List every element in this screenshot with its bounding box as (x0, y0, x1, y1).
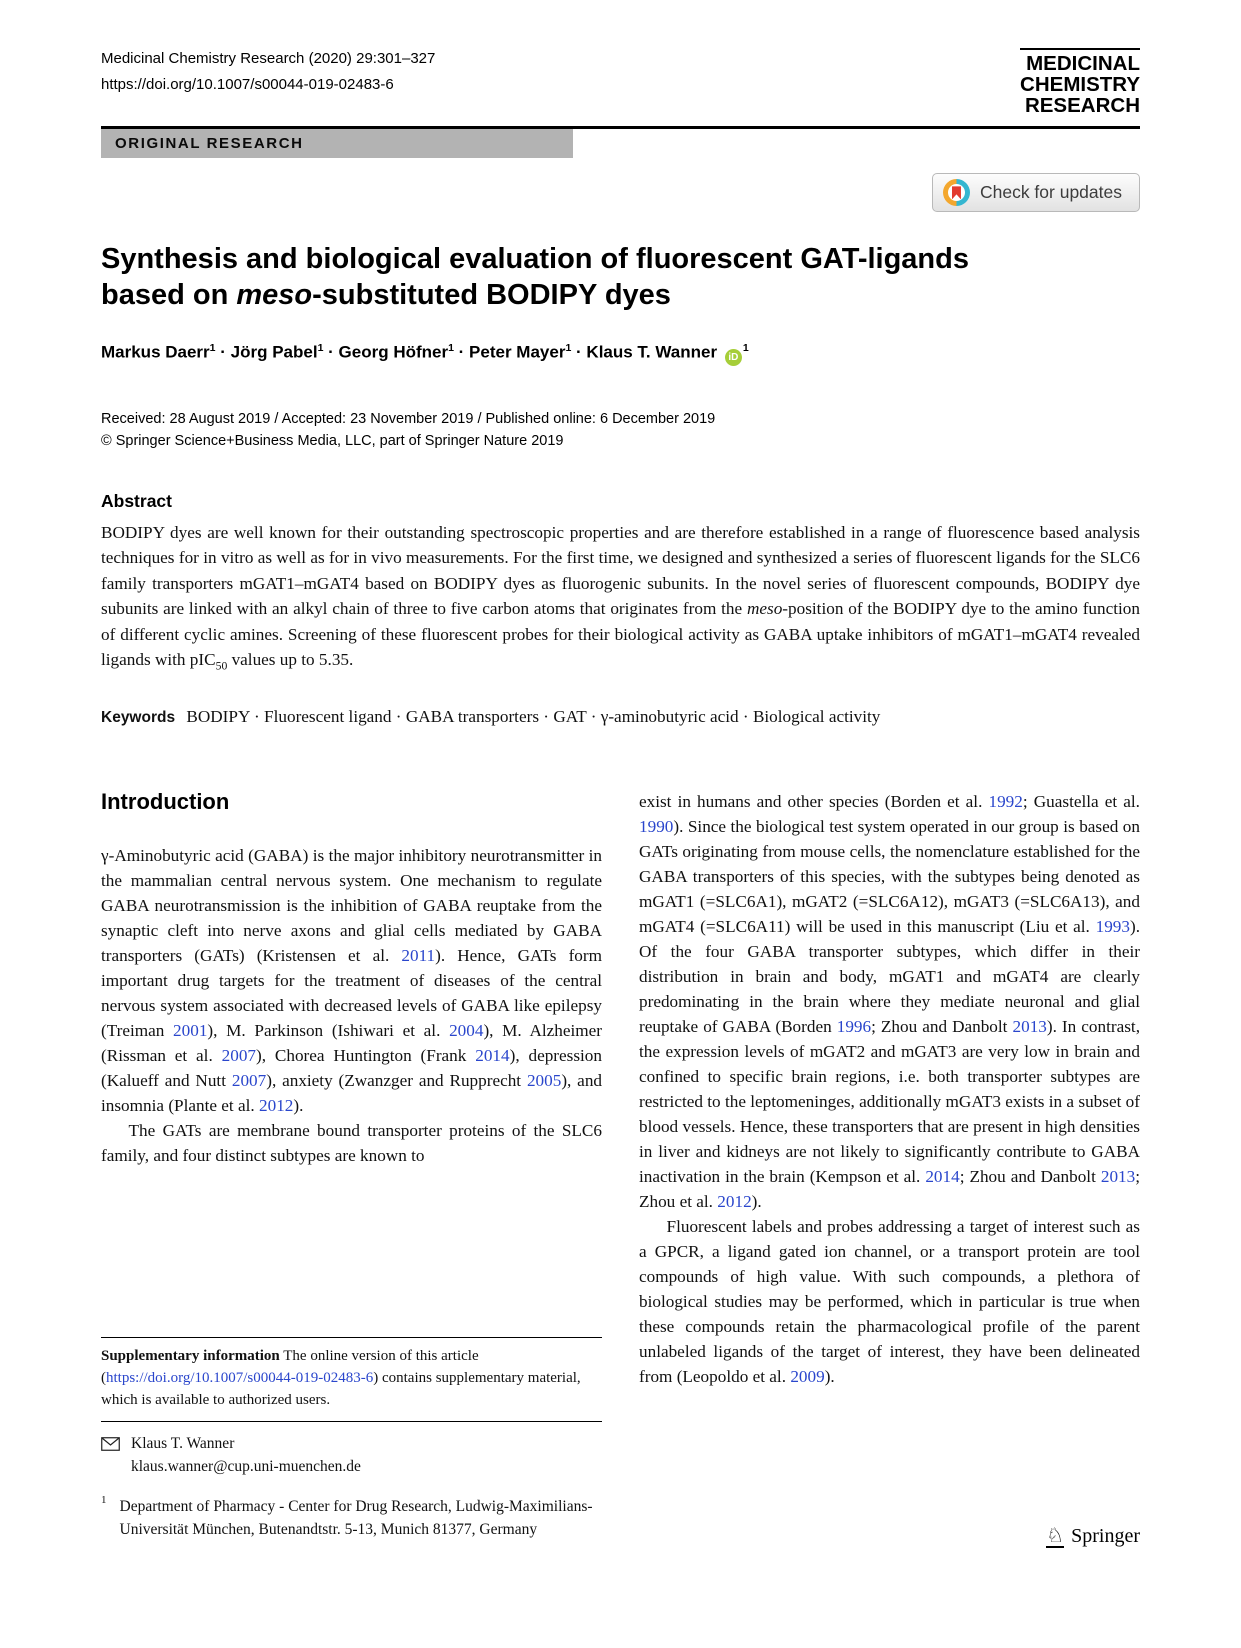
intro-paragraph-2: The GATs are membrane bound transporter proteins of the SLC6 family, and four distinct subtypes are known to (101, 1121, 602, 1166)
article-title-line2: based on meso-substituted BODIPY dyes (101, 279, 671, 312)
citation-link[interactable]: 1993 (1095, 917, 1130, 937)
journal-logo (1020, 48, 1140, 116)
citation-link[interactable]: 1996 (836, 1017, 872, 1037)
journal-citation: Medicinal Chemistry Research (2020) 29:301–327 (101, 50, 436, 67)
citation-link[interactable]: 1990 (639, 817, 674, 837)
check-updates-row (101, 173, 1140, 212)
supplementary-information: Supplementary information The online version of this article (https://doi.org/10.1007/s00044-019-02483-6) contains supplementary material, which is available to authorized users. (101, 1348, 581, 1408)
citation-link[interactable]: 2005 (526, 1071, 562, 1091)
left-column (101, 789, 602, 1541)
citation-link[interactable]: 1992 (988, 792, 1023, 812)
citation-link[interactable]: 2007 (221, 1046, 256, 1066)
check-icon-inner (948, 184, 965, 201)
citation-link[interactable]: 2004 (449, 1021, 484, 1041)
logo-line-2: CHEMISTRY (1020, 73, 1140, 97)
footnote-rule-top (101, 1337, 602, 1338)
citation-link[interactable]: 2007 (231, 1071, 267, 1091)
intro-paragraph-1: γ-Aminobutyric acid (GABA) is the major inhibitory neurotransmitter in the mammalian central nervous system. One mechanism to regulate GABA neurotransmission is the inhibition of GABA reuptake from the synaptic cleft into nerve axons and glial cells mediated by GABA transporters (GATs) (Kristensen et al. 2011). Hence, GATs form important drug targets for the treatment of diseases of the central nervous system associated with decreased levels of GABA like epilepsy (Treiman 2001), M. Parkinson (Ishiwari et al. 2004), M. Alzheimer (Rissman et al. 2007), Chorea Huntington (Frank 2014), depression (Kalueff and Nutt 2007), anxiety (Zwanzger and Rupprecht 2005), and insomnia (Plante et al. 2012). (101, 846, 602, 1116)
keywords-line: Keywords BODIPY · Fluorescent ligand · GABA transporters · GAT · γ-aminobutyric acid · Biological activity (101, 707, 881, 727)
springer-logo (1046, 1525, 1140, 1548)
bookmark-icon (952, 186, 961, 199)
author-list: Markus Daerr$^1$ · Jörg Pabel$^1$ · Georg Höfner$^1$ · Peter Mayer$^1$ · Klaus T. Wanner $iD^1$ (101, 342, 1140, 366)
affiliation-number: 1 (101, 1494, 107, 1507)
citation-link[interactable]: 2013 (1100, 1167, 1136, 1187)
history-line: Received: 28 August 2019 / Accepted: 23 November 2019 / Published online: 6 December 2019 (101, 410, 716, 427)
logo-line-3: RESEARCH (1024, 94, 1140, 118)
citation-link[interactable]: 2012 (259, 1096, 294, 1116)
article-title (101, 242, 1140, 314)
citation-link[interactable]: 2009 (790, 1367, 825, 1387)
body-columns (101, 789, 1140, 1541)
article-type-label: ORIGINAL RESEARCH (115, 135, 304, 153)
logo-rule (1020, 48, 1140, 50)
copyright-line: © Springer Science+Business Media, LLC, part of Springer Nature 2019 (101, 433, 564, 450)
springer-knight-icon: ♘ (1046, 1523, 1065, 1547)
journal-meta (101, 46, 435, 99)
correspondence-block (101, 1433, 602, 1478)
abstract-text: BODIPY dyes are well known for their outstanding spectroscopic properties and are therefore established in a range of fluorescence based analysis techniques for in vitro as well as for in vivo measurements. For the first time, we designed and synthesized a series of fluorescent ligands for the SLC6 family transporters mGAT1–mGAT4 based on BODIPY dyes as fluorogenic subunits. In the novel series of fluorescent compounds, BODIPY dye subunits are linked with an alkyl chain of three to five carbon atoms that originates from the meso-position of the BODIPY dye to the amino function of different cyclic amines. Screening of these fluorescent probes for their biological activity as GABA uptake inhibitors of mGAT1–mGAT4 revealed ligands with pIC$_{50}$ values up to 5.35. (101, 522, 1140, 673)
affiliation-text: Department of Pharmacy - Center for Drug Research, Ludwig-Maximilians-Universität München, Butenandtstr. 5-13, Munich 81377, Germany (119, 1498, 593, 1538)
intro-paragraph-4: Fluorescent labels and probes addressing a target of interest such as a GPCR, a ligand gated ion channel, or a transport protein are tool compounds of high value. With such compounds, a plethora of biological studies may be performed, which in particular is true when these compounds retain the pharmacological profile of the parent unlabeled ligands of the target of interest, they have been delineated from (Leopoldo et al. 2009). (639, 1217, 1140, 1387)
citation-link[interactable]: https://doi.org/10.1007/s00044-019-02483-6 (106, 1369, 374, 1386)
page-header (101, 46, 1140, 116)
doi-link[interactable]: https://doi.org/10.1007/s00044-019-02483-6 (101, 76, 394, 94)
section-heading-introduction: Introduction (101, 789, 230, 815)
orcid-icon[interactable]: iD (725, 349, 742, 366)
abstract-heading: Abstract (101, 490, 172, 511)
envelope-icon (101, 1437, 120, 1451)
correspondent-email[interactable]: klaus.wanner@cup.uni-muenchen.de (131, 1457, 361, 1475)
footnote-block (101, 1337, 602, 1541)
right-column (639, 789, 1140, 1541)
citation-link[interactable]: 2001 (173, 1021, 208, 1041)
intro-paragraph-3: exist in humans and other species (Borden et al. 1992; Guastella et al. 1990). Since the biological test system operated in our group is based on GATs originating from mouse cells, the nomenclature established for the GABA transporters of this species, with the subtypes being denoted as mGAT1 (=SLC6A1), mGAT2 (=SLC6A12), mGAT3 (=SLC6A13), and mGAT4 (=SLC6A11) will be used in this manuscript (Liu et al. 1993). Of the four GABA transporter subtypes, which differ in their distribution in brain and body, mGAT1 and mGAT4 are clearly predominating in the brain where they mediate neuronal and glial reuptake of GABA (Borden 1996; Zhou and Danbolt 2013). In contrast, the expression levels of mGAT2 and mGAT3 are very low in brain and confined to specific brain regions, i.e. both transporter subtypes are restricted to the leptomeninges, additionally mGAT3 exists in a subset of blood vessels. Hence, these transporters that are present in high densities in liver and kidneys are not likely to significantly contribute to GABA inactivation in the brain (Kempson et al. 2014; Zhou and Danbolt 2013; Zhou et al. 2012). (639, 792, 1140, 1212)
citation-link[interactable]: 2014 (475, 1046, 510, 1066)
article-type-badge (101, 129, 573, 158)
correspondence-text (131, 1433, 361, 1478)
footnote-rule-bottom (101, 1421, 602, 1422)
citation-link[interactable]: 2014 (925, 1167, 960, 1187)
publisher-name: Springer (1071, 1525, 1140, 1547)
citation-link[interactable]: 2011 (401, 946, 436, 966)
check-for-updates-icon (943, 179, 970, 206)
correspondent-name: Klaus T. Wanner (131, 1435, 235, 1453)
check-for-updates-label: Check for updates (979, 182, 1122, 203)
citation-link[interactable]: 2013 (1012, 1017, 1047, 1037)
citation-link[interactable]: 2012 (717, 1192, 752, 1212)
check-for-updates-button[interactable] (932, 173, 1140, 212)
affiliation-block (101, 1496, 602, 1541)
article-title-line1: Synthesis and biological evaluation of fluorescent GAT-ligands (101, 243, 969, 276)
logo-line-1: MEDICINAL (1026, 52, 1140, 75)
